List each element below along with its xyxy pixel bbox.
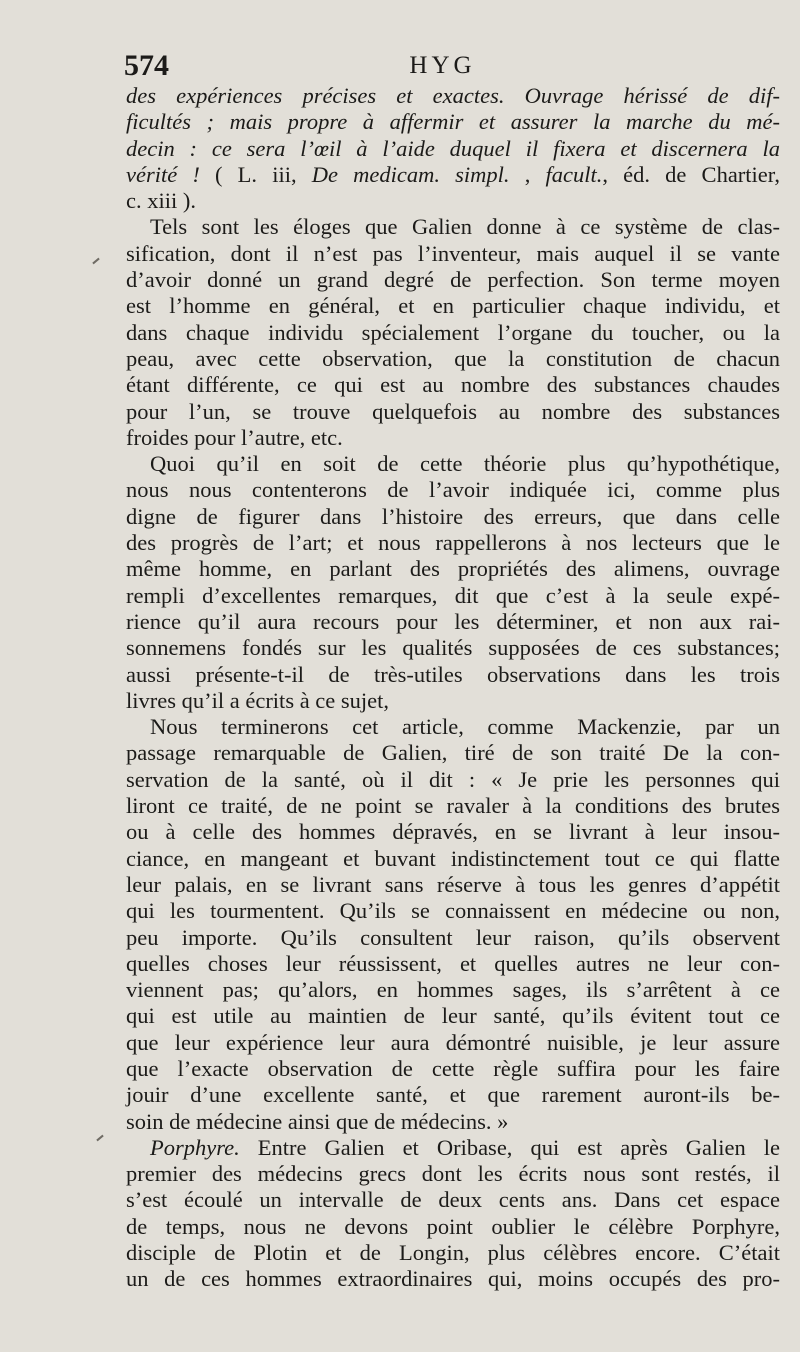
text-line: jouir d’une excellente santé, et que rarement auront-ils be- [126,1082,780,1108]
text-line: ficultés ; mais propre à affermir et assurer la marche du mé- [126,109,780,135]
text-line: ou à celle des hommes dépravés, en se livrant à leur insou- [126,819,780,845]
text-line: froides pour l’autre, etc. [126,424,343,450]
text-line: decin : ce sera l’œil à l’aide duquel il fixera et discernera la [126,135,780,161]
text-line: quelles choses leur réussissent, et quelles autres ne leur con- [126,950,780,976]
text-line: dans chaque individu spécialement l’organe du toucher, ou la [126,319,780,345]
text-line: rempli d’excellentes remarques, dit que c’est à la seule expé- [126,582,780,608]
text-line: des progrès de l’art; et nous rappellerons à nos lecteurs que le [126,530,780,556]
text-line: Tels sont les éloges que Galien donne à ce système de clas- [150,214,780,240]
text-line: peu importe. Qu’ils consultent leur raison, qu’ils observent [126,924,780,950]
body-text [126,83,780,1293]
text-line: sonnemens fondés sur les qualités supposées de ces substances; [126,635,780,661]
text-line: pour l’un, se trouve quelquefois au nombre des substances [126,398,780,424]
text-line: soin de médecine ainsi que de médecins. » [126,1108,509,1134]
text-line: qui est utile au maintien de leur santé, qu’ils évitent tout ce [126,1003,780,1029]
text-line: rience qu’il aura recours pour les déterminer, et non aux rai- [126,608,780,634]
text-line: s’est écoulé un intervalle de deux cents ans. Dans cet espace [126,1187,780,1213]
page-header [120,46,765,86]
text-line: un de ces hommes extraordinaires qui, moins occupés des pro- [126,1266,780,1292]
text-line: ciance, en mangeant et buvant indistinctement tout ce qui flatte [126,845,780,871]
text-line: Nous terminerons cet article, comme Mackenzie, par un [150,714,780,740]
text-line: vérité ! ( L. iii, De medicam. simpl. , facult., éd. de Chartier, [126,161,780,187]
text-line: nous nous contenterons de l’avoir indiquée ici, comme plus [126,477,780,503]
text-line: sification, dont il n’est pas l’inventeur, mais auquel il se vante [126,240,780,266]
page-number: 574 [124,49,169,82]
text-line: qui les tourmentent. Qu’ils se connaissent en médecine ou non, [126,898,780,924]
text-line: viennent pas; qu’alors, en hommes sages, ils s’arrêtent à ce [126,977,780,1003]
text-line: Quoi qu’il en soit de cette théorie plus qu’hypothétique, [150,451,780,477]
text-line: digne de figurer dans l’histoire des erreurs, que dans celle [126,503,780,529]
text-line: Porphyre. Entre Galien et Oribase, qui est après Galien le [150,1134,780,1160]
text-line: aussi présente-t-il de très-utiles observations dans les trois [126,661,780,687]
text-line: même homme, en parlant des propriétés des alimens, ouvrage [126,556,780,582]
text-line: est l’homme en général, et en particulier chaque individu, et [126,293,780,319]
text-line: passage remarquable de Galien, tiré de son traité De la con- [126,740,780,766]
text-line: premier des médecins grecs dont les écrits nous sont restés, il [126,1161,780,1187]
text-line: des expériences précises et exactes. Ouvrage hérissé de dif- [126,83,780,108]
text-line: peau, avec cette observation, que la constitution de chacun [126,345,780,371]
text-line: disciple de Plotin et de Longin, plus célèbres encore. C’était [126,1240,780,1266]
running-head: HYG [409,52,476,79]
text-line: servation de la santé, où il dit : « Je prie les personnes qui [126,766,780,792]
text-line: que l’exacte observation de cette règle suffira pour les faire [126,1055,780,1081]
text-line: étant différente, ce qui est au nombre des substances chaudes [126,372,780,398]
text-line: livres qu’il a écrits à ce sujet, [126,687,390,713]
margin-mark [92,258,99,265]
margin-mark [96,1135,103,1142]
text-line: c. xiii ). [126,188,196,214]
text-line: de temps, nous ne devons point oublier le célèbre Porphyre, [126,1213,780,1239]
text-line: leur palais, en se livrant sans réserve à tous les genres d’appétit [126,871,780,897]
text-line: d’avoir donné un grand degré de perfection. Son terme moyen [126,267,780,293]
text-line: liront ce traité, de ne point se ravaler à la conditions des brutes [126,793,780,819]
text-line: que leur expérience leur aura démontré nuisible, je leur assure [126,1029,780,1055]
